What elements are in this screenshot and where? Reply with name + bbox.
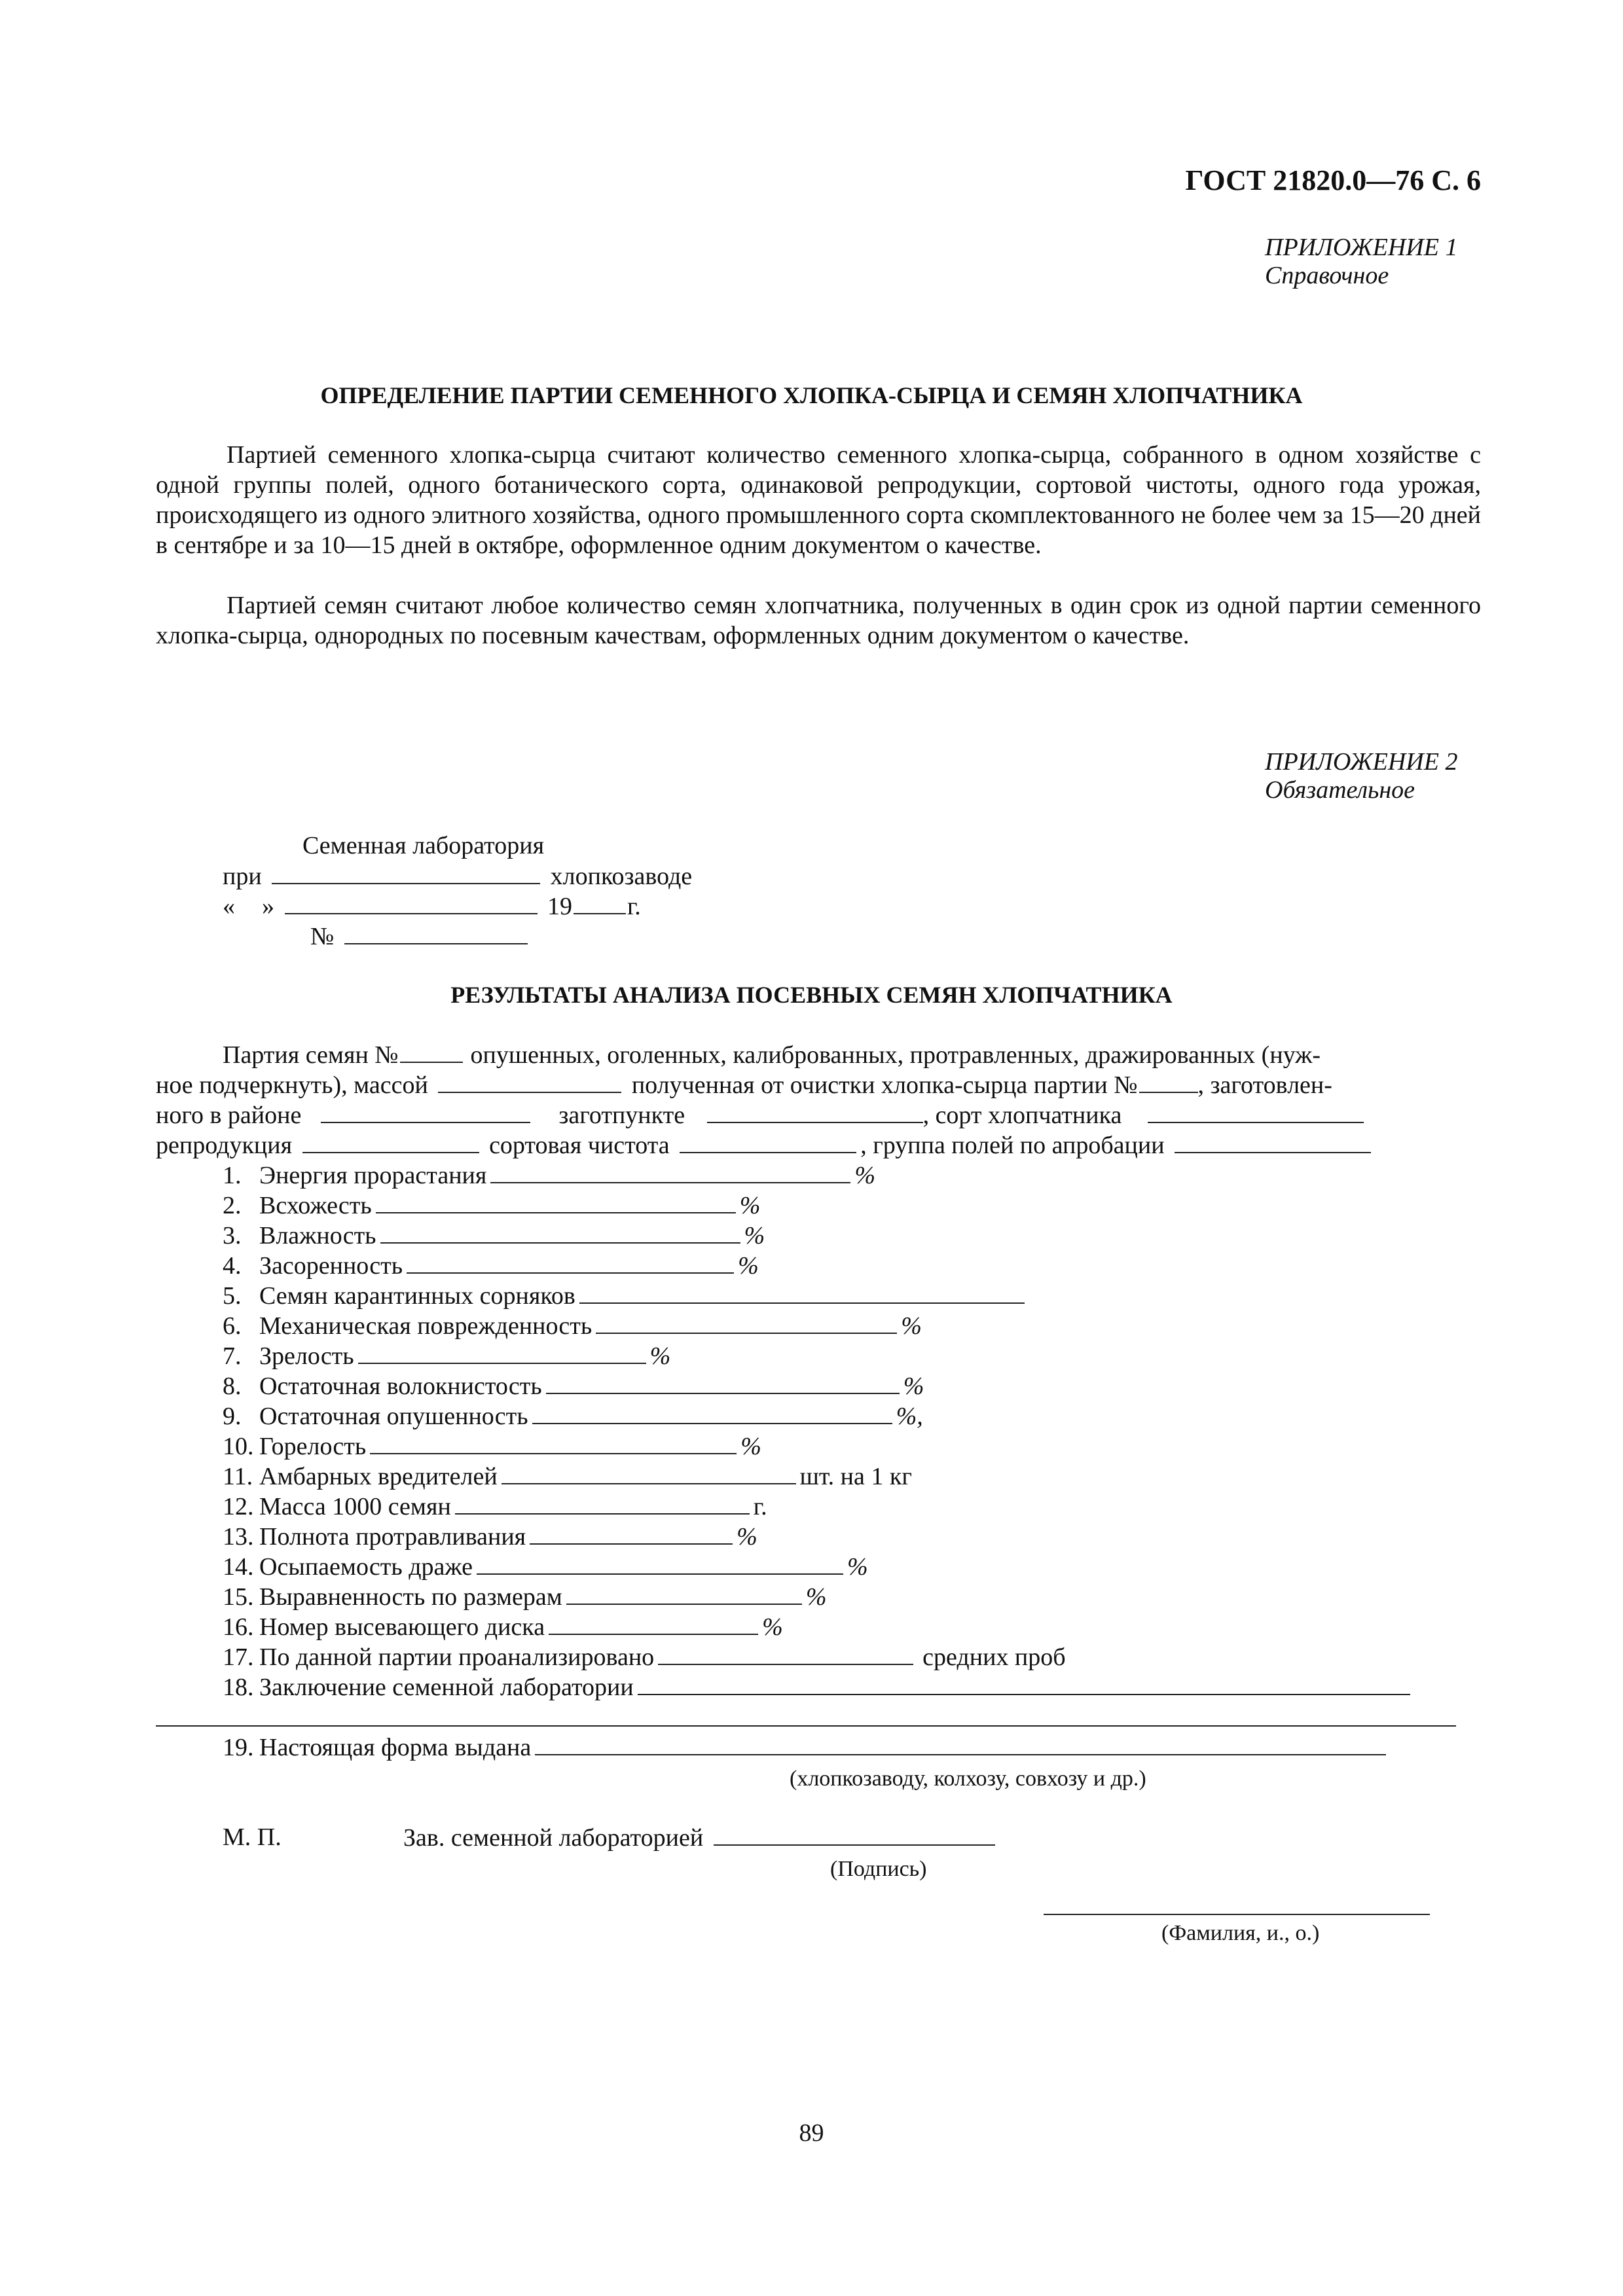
district-label: ного в районе bbox=[156, 1102, 302, 1129]
head-of-lab-label: Зав. семенной лабораторией bbox=[403, 1824, 704, 1852]
item-7-field[interactable] bbox=[358, 1340, 646, 1364]
item-12-field[interactable] bbox=[455, 1491, 750, 1515]
seed-types-label: опушенных, оголенных, калиброванных, протравленных, дражированных (нуж- bbox=[470, 1041, 1321, 1069]
issued-to-caption: (хлопкозаводу, колхозу, совхозу и др.) bbox=[790, 1767, 1146, 1791]
item-11-field[interactable] bbox=[501, 1461, 796, 1484]
item-4-field[interactable] bbox=[407, 1250, 734, 1274]
mass-field[interactable] bbox=[438, 1069, 621, 1093]
item-10-field[interactable] bbox=[370, 1431, 737, 1454]
batch-number-label: Партия семян № bbox=[223, 1041, 399, 1069]
name-field[interactable] bbox=[1044, 1914, 1430, 1915]
variety-field[interactable] bbox=[1148, 1100, 1364, 1123]
item-11: 11. Амбарных вредителей шт. на 1 кг bbox=[223, 1461, 912, 1492]
reproduction-label: репродукция bbox=[156, 1132, 293, 1159]
number-label: № bbox=[310, 923, 335, 950]
plant-label: хлопкозаводе bbox=[550, 863, 693, 890]
item-19: 19. Настоящая форма выдана bbox=[223, 1732, 1390, 1763]
variety-label: , сорт хлопчатника bbox=[922, 1102, 1122, 1129]
page-number: 89 bbox=[799, 2119, 824, 2147]
purity-field[interactable] bbox=[680, 1130, 856, 1153]
item-19-field[interactable] bbox=[535, 1732, 1386, 1755]
collection-point-label: заготпункте bbox=[558, 1102, 685, 1129]
item-17-field[interactable] bbox=[658, 1641, 913, 1665]
conclusion-continuation-line[interactable] bbox=[156, 1725, 1456, 1727]
appendix1-paragraph-1: Партией семенного хлопка-сырца считают количество семенного хлопка-сырца, собранного в одном хозяйстве с одной группы полей, одного ботанического сорта, одинаковой репродукции, сортовой чистоты, одного года урожая, происходящего из одного элитного хозяйства, одного промышленного сорта скомплектованного не более чем за 15—20 дней в сентябре и за 10—15 дней в октябре, оформленное одним документом о качестве. bbox=[156, 441, 1481, 559]
stamp-place: М. П. bbox=[223, 1823, 282, 1851]
quote-close: » bbox=[262, 893, 274, 920]
item-12: 12. Масса 1000 семян г. bbox=[223, 1491, 767, 1522]
pri-label: при bbox=[223, 863, 262, 890]
number-line bbox=[310, 921, 532, 952]
item-14-field[interactable] bbox=[477, 1551, 843, 1575]
item-5: 5. Семян карантинных сорняков bbox=[223, 1280, 1029, 1311]
signature-field[interactable] bbox=[714, 1822, 995, 1846]
district-field[interactable] bbox=[321, 1100, 530, 1123]
item-4: 4. Засоренность % bbox=[223, 1250, 759, 1281]
purity-label: сортовая чистота bbox=[489, 1132, 670, 1159]
item-8: 8. Остаточная волокнистость % bbox=[223, 1371, 924, 1401]
item-18: 18. Заключение семенной лаборатории bbox=[223, 1672, 1414, 1702]
intro-line-3 bbox=[156, 1100, 1368, 1130]
appendix1-paragraph-2: Партией семян считают любое количество семян хлопчатника, полученных в один срок из одной партии семенного хлопка-сырца, однородных по посевным качествам, оформленных одним документом о качестве. bbox=[156, 592, 1481, 649]
date-line bbox=[223, 891, 641, 922]
item-1-field[interactable] bbox=[490, 1160, 850, 1183]
item-1: 1. Энергия прорастания % bbox=[223, 1160, 875, 1191]
year-suffix: г. bbox=[627, 893, 641, 920]
item-8-field[interactable] bbox=[546, 1371, 900, 1394]
intro-line-1 bbox=[223, 1039, 1321, 1070]
item-9: 9. Остаточная опушенность %, bbox=[223, 1401, 923, 1431]
appendix1-title: ОПРЕДЕЛЕНИЕ ПАРТИИ СЕМЕННОГО ХЛОПКА-СЫРЦА И СЕМЯН ХЛОПЧАТНИКА bbox=[320, 382, 1303, 408]
appendix1-type: Справочное bbox=[1265, 262, 1389, 289]
prepared-label: , заготовлен- bbox=[1197, 1071, 1332, 1099]
item-7: 7. Зрелость % bbox=[223, 1340, 670, 1371]
name-caption: (Фамилия, и., о.) bbox=[1161, 1921, 1320, 1945]
number-field[interactable] bbox=[344, 921, 528, 944]
item-5-field[interactable] bbox=[579, 1280, 1025, 1304]
source-batch-field[interactable] bbox=[1139, 1069, 1198, 1093]
item-3-field[interactable] bbox=[380, 1220, 740, 1244]
gost-header: ГОСТ 21820.0—76 С. 6 bbox=[1185, 164, 1481, 196]
reproduction-field[interactable] bbox=[302, 1130, 479, 1153]
appendix2-type: Обязательное bbox=[1265, 776, 1415, 804]
signature-caption: (Подпись) bbox=[830, 1857, 927, 1881]
year-field[interactable] bbox=[574, 891, 626, 914]
appendix2-label: ПРИЛОЖЕНИЕ 2 bbox=[1265, 748, 1458, 776]
item-13-field[interactable] bbox=[530, 1521, 733, 1545]
item-9-field[interactable] bbox=[532, 1401, 892, 1424]
plant-line bbox=[223, 861, 692, 891]
plant-name-field[interactable] bbox=[272, 861, 540, 884]
collection-point-field[interactable] bbox=[707, 1100, 923, 1123]
source-batch-label: полученная от очистки хлопка-сырца партии № bbox=[631, 1071, 1138, 1099]
item-14: 14. Осыпаемость драже % bbox=[223, 1551, 868, 1582]
lab-line: Семенная лаборатория bbox=[302, 832, 545, 859]
batch-number-field[interactable] bbox=[400, 1039, 463, 1063]
intro-line-4 bbox=[156, 1130, 1375, 1160]
item-13: 13. Полнота протравливания % bbox=[223, 1521, 757, 1552]
quote-open: « bbox=[223, 893, 235, 920]
item-10: 10. Горелость % bbox=[223, 1431, 761, 1462]
item-2: 2. Всхожесть % bbox=[223, 1190, 760, 1221]
item-2-field[interactable] bbox=[376, 1190, 736, 1213]
date-field[interactable] bbox=[285, 891, 538, 914]
item-18-field[interactable] bbox=[638, 1672, 1410, 1695]
item-6-field[interactable] bbox=[596, 1310, 897, 1334]
item-16: 16. Номер высевающего диска % bbox=[223, 1611, 783, 1642]
field-group-label: , группа полей по апробации bbox=[860, 1132, 1165, 1159]
appendix2-title: РЕЗУЛЬТАТЫ АНАЛИЗА ПОСЕВНЫХ СЕМЯН ХЛОПЧАТНИКА bbox=[450, 982, 1173, 1008]
appendix1-label: ПРИЛОЖЕНИЕ 1 bbox=[1265, 234, 1458, 261]
item-16-field[interactable] bbox=[549, 1611, 758, 1635]
year-prefix: 19 bbox=[547, 893, 572, 920]
item-6: 6. Механическая поврежденность % bbox=[223, 1310, 922, 1341]
item-3: 3. Влажность % bbox=[223, 1220, 765, 1251]
head-of-lab-line bbox=[403, 1822, 999, 1853]
field-group-field[interactable] bbox=[1175, 1130, 1371, 1153]
intro-line-2 bbox=[156, 1069, 1332, 1100]
mass-label: ное подчеркнуть), массой bbox=[156, 1071, 428, 1099]
item-15: 15. Выравненность по размерам % bbox=[223, 1581, 826, 1612]
item-15-field[interactable] bbox=[566, 1581, 802, 1605]
item-17: 17. По данной партии проанализировано средних проб bbox=[223, 1641, 1066, 1672]
